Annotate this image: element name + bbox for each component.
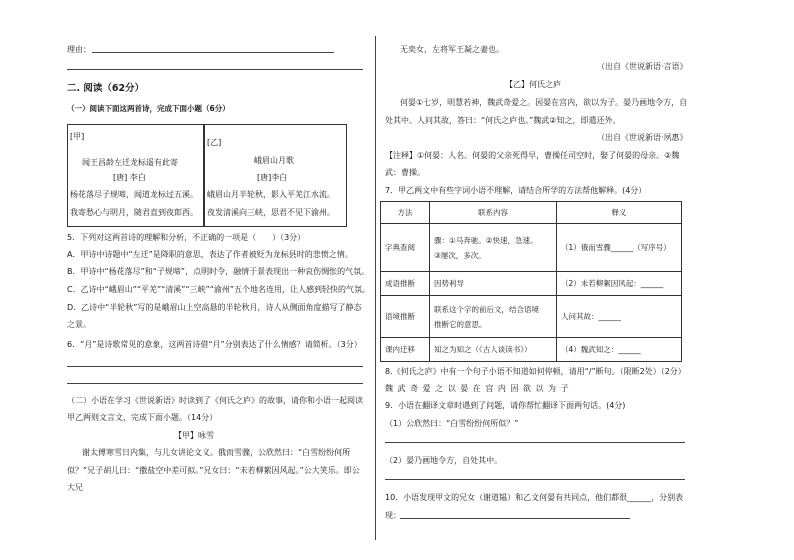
table-meaning-answer[interactable]: （2）未若柳絮因风起：______ bbox=[557, 272, 682, 296]
table-method: 成语推断 bbox=[381, 272, 430, 296]
q9-2-answer-line[interactable] bbox=[385, 479, 685, 480]
vocab-table bbox=[380, 201, 682, 362]
section-title: 二. 阅读（62分） bbox=[67, 83, 145, 94]
q5-option-c[interactable]: C．乙诗中“峨眉山”“平羌”“清溪”“三峡”“渝州”五个地名连用，让人感到轻快的气氛。 bbox=[67, 285, 371, 294]
question-8: 8.《何氏之庐》中有一个句子小语不知道如何停顿，请用“/”断句。（限断2处）（2分） bbox=[385, 367, 686, 376]
source-1: （出自《世说新语·言语》 bbox=[597, 62, 688, 71]
q5-option-b[interactable]: B．甲诗中“杨花落尽”和“子规啼”，点明时令，融情于景表现出一种哀伤惆怅的气氛。 bbox=[67, 267, 370, 276]
part1-title: （一）阅读下面这两首诗，完成下面小题（6分） bbox=[67, 104, 230, 113]
text-a-title: 【甲】咏雪 bbox=[174, 431, 214, 440]
table-header: 释义 bbox=[557, 202, 682, 224]
note-line-1: 【注释】①何晏：人名。何晏的父亲死得早，曹操任司空时，娶了何晏的母亲。②魏 bbox=[385, 151, 680, 160]
poem-a-tag: [甲] bbox=[70, 132, 85, 141]
part2-intro-2: 甲乙两则文言文，完成下面小题。（14分） bbox=[67, 413, 218, 422]
text-a-line2: 似？”兄子胡儿曰：“撒盐空中差可拟。”兄女曰：“未若柳絮因风起。”公大笑乐。即公 bbox=[67, 466, 360, 475]
q8-sentence[interactable]: 魏 武 奇 爱 之 以 晏 在 宫 内 因 欲 以 为 子 bbox=[385, 384, 570, 393]
text-a-line3: 大兄 bbox=[67, 483, 83, 492]
text-a-line1: 谢太傅寒雪日内集，与儿女讲论文义。俄而雪骤，公欣然曰：“白雪纷纷何所 bbox=[82, 448, 351, 457]
column-divider bbox=[375, 36, 376, 540]
question-9: 9．小语在翻译文章时遇到了问题，请你帮忙翻译下面两句话。(4分) bbox=[385, 401, 626, 410]
q9-part-1: （1）公欣然曰：“白雪纷纷何所似？” bbox=[385, 419, 519, 428]
table-method: 语境推断 bbox=[381, 296, 430, 338]
q6-answer-line-2[interactable] bbox=[67, 383, 363, 384]
question-10-line-2: 现： bbox=[385, 511, 401, 520]
table-row bbox=[381, 296, 682, 338]
right-top-line: 无奕女，左将军王凝之妻也。 bbox=[400, 45, 504, 54]
poem-a-line2: 我寄愁心与明月，随君直到夜郎西。 bbox=[70, 208, 198, 217]
table-row bbox=[381, 338, 682, 362]
poem-a-author: [唐] 李白 bbox=[113, 173, 146, 182]
poem-b-tag: [乙] bbox=[207, 138, 222, 147]
reason-answer-line[interactable] bbox=[92, 52, 334, 53]
table-meaning-answer[interactable]: （1）俄而雪骤______（写序号） bbox=[557, 224, 682, 272]
poem-a-line1: 杨花落尽子规啼，闻道龙标过五溪。 bbox=[70, 190, 198, 199]
question-6: 6．“月”是诗歌常见的意象，这两首诗借“月”分别表达了什么情感？请简析。（3分） bbox=[67, 340, 362, 349]
table-method: 字典查阅 bbox=[381, 224, 430, 272]
table-meaning-answer[interactable]: （4）魏武知之：______ bbox=[557, 338, 682, 362]
table-content: 骤：①马奔驰。②快速，急速。 ③屡次，多次。 bbox=[430, 224, 557, 272]
table-content: 因势利导 bbox=[430, 272, 557, 296]
q9-part-2: （2）晏乃画地令方，自处其中。 bbox=[385, 456, 503, 465]
part2-intro-1: （二）小语在学习《世说新语》时读到了《何氏之庐》的故事，请你和小语一起阅读 bbox=[67, 396, 363, 405]
reason-answer-line-2[interactable] bbox=[67, 69, 363, 70]
source-2: （出自《世说新语·夙惠》 bbox=[597, 133, 688, 142]
q6-answer-line-1[interactable] bbox=[67, 366, 363, 367]
q5-option-d[interactable]: D．乙诗中“半轮秋”写的是峨眉山上空高悬的半轮秋月，诗人从侧面角度描写了静态 bbox=[67, 303, 362, 312]
text-b-line1: 何晏①七岁，明慧若神，魏武奇爱之。因晏在宫内，欲以为子。晏乃画地令方，自 bbox=[400, 98, 688, 107]
table-method: 课内迁移 bbox=[381, 338, 430, 362]
q10-answer-line[interactable] bbox=[400, 518, 630, 519]
poem-b-line1: 峨眉山月半轮秋，影入平羌江水流。 bbox=[207, 190, 335, 199]
table-header: 方法 bbox=[381, 202, 430, 224]
question-5: 5．下列对这两首诗的理解和分析，不正确的一项是（ ）（3分） bbox=[67, 233, 306, 242]
table-row bbox=[381, 272, 682, 296]
table-header-row bbox=[381, 202, 682, 224]
table-header: 联系内容 bbox=[430, 202, 557, 224]
poem-b-author: [唐]李白 bbox=[257, 173, 288, 182]
question-10-line-1: 10．小语发现甲文的兄女（谢道韫）和乙文何晏有共同点，他们都很______，分别表 bbox=[385, 493, 684, 502]
q9-1-answer-line[interactable] bbox=[385, 442, 685, 443]
table-meaning-answer[interactable]: 人问其故：______ bbox=[557, 296, 682, 338]
table-content: 知之为知之（《古人谈读书》） bbox=[430, 338, 557, 362]
reason-label: 理由： bbox=[67, 45, 91, 54]
table-content: 联系这个字的前后文，结合语境 推断它的意思。 bbox=[430, 296, 557, 338]
poem-a-title: 闻王昌龄左迁龙标遥有此寄 bbox=[82, 158, 178, 167]
table-row bbox=[381, 224, 682, 272]
q5-option-d-cont: 之景。 bbox=[67, 320, 91, 329]
text-b-title: 【乙】何氏之庐 bbox=[505, 80, 561, 89]
note-line-2: 武：曹操。 bbox=[385, 168, 425, 177]
poem-b-title: 峨眉山月歌 bbox=[254, 156, 294, 165]
poem-b-line2: 夜发清溪向三峡，思君不见下渝州。 bbox=[207, 208, 335, 217]
q5-option-a[interactable]: A．甲诗中诗题中“左迁”是降职的意思，表达了作者被贬为龙标县时的悲愤之情。 bbox=[67, 250, 353, 259]
text-b-line2: 处其中。人问其故，答曰：“何氏之庐也。”魏武②知之，即遣还外。 bbox=[385, 116, 621, 125]
question-7: 7．甲乙两文中有些字词小语不理解，请结合所学的方法帮他解释。(4分） bbox=[385, 186, 647, 195]
